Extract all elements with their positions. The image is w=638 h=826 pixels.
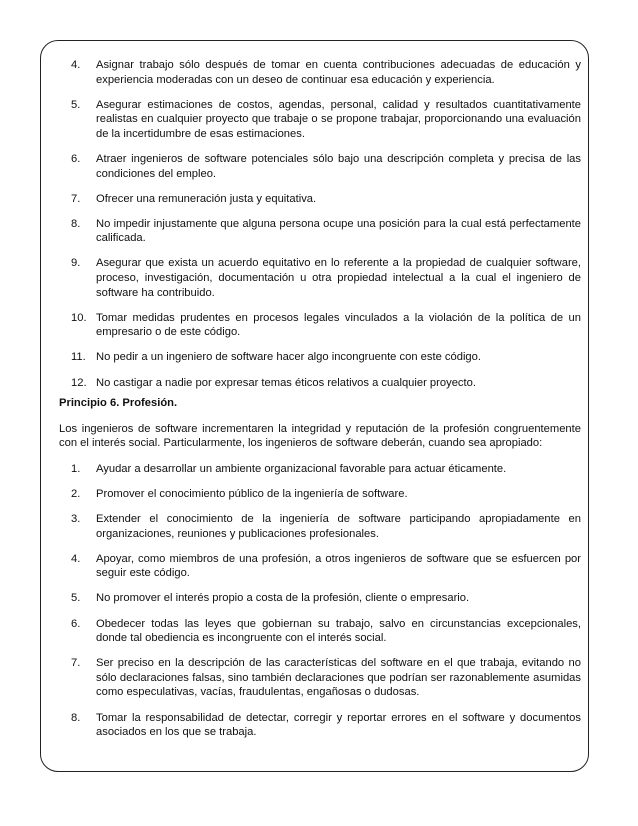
list-item bbox=[59, 217, 581, 246]
list-item-number: 3. bbox=[71, 513, 81, 526]
list-item bbox=[59, 376, 581, 391]
list-item-text: Ayudar a desarrollar un ambiente organizacional favorable para actuar éticamente. bbox=[96, 462, 507, 475]
document-body bbox=[59, 58, 581, 750]
list-item-number: 11. bbox=[71, 351, 86, 364]
list-item-number: 5. bbox=[71, 98, 81, 111]
list-item-text: Asignar trabajo sólo después de tomar en cuenta contribuciones adecuadas de educación y experiencia moderadas con un deseo de continuar esa educación y experiencia. bbox=[96, 59, 581, 86]
list-item-number: 1. bbox=[71, 462, 81, 475]
list-item bbox=[59, 350, 581, 365]
list-item-number: 6. bbox=[71, 617, 81, 630]
list-item bbox=[59, 192, 581, 207]
section-heading: Principio 6. Profesión. bbox=[59, 397, 178, 410]
list-item-number: 4. bbox=[71, 59, 81, 71]
list-item-text: Tomar la responsabilidad de detectar, corregir y reportar errores en el software y documentos asociados en los que se trabaja. bbox=[96, 711, 581, 739]
list-item-text: No castigar a nadie por expresar temas éticos relativos a cualquier proyecto. bbox=[96, 376, 476, 389]
list-item bbox=[59, 311, 581, 340]
list-item bbox=[59, 58, 581, 87]
list-item-text: Asegurar estimaciones de costos, agendas, personal, calidad y resultados cuantitativamente realistas en cualquier proyecto que trabaje o se propone trabajar, proporcionando una evaluación de la incertidumbre de esas estimaciones. bbox=[96, 98, 581, 140]
list-item-number: 4. bbox=[71, 552, 81, 565]
list-item-number: 7. bbox=[71, 192, 81, 205]
list-item-text: Obedecer todas las leyes que gobiernan su trabajo, salvo en circunstancias excepcionales, donde tal obediencia es incongruente con el interés social. bbox=[96, 617, 581, 645]
list-item-number: 6. bbox=[71, 152, 81, 165]
list-item-number: 5. bbox=[71, 592, 81, 605]
list-item-text: Ser preciso en la descripción de las características del software en el que trabaja, evitando no sólo declaraciones falsas, sino también declaraciones que podrían ser razonablemente asumidas como especulativas, vacías, fraudulentas, engañosas o dudosas. bbox=[96, 657, 581, 699]
list-item-number: 2. bbox=[71, 487, 81, 500]
list-item-number: 10. bbox=[71, 311, 87, 324]
list-item-text: Extender el conocimiento de la ingeniería de software participando apropiadamente en organizaciones, reuniones y publicaciones profesionales. bbox=[96, 513, 581, 540]
list-item bbox=[59, 487, 581, 502]
list-item bbox=[59, 98, 581, 142]
list-item-text: No pedir a un ingeniero de software hacer algo incongruente con este código. bbox=[96, 351, 481, 364]
list-item-number: 9. bbox=[71, 257, 81, 270]
list-item-number: 7. bbox=[71, 657, 81, 670]
list-item-text: Promover el conocimiento público de la ingeniería de software. bbox=[96, 487, 408, 500]
list-item-text: Atraer ingenieros de software potenciales sólo bajo una descripción completa y precisa de las condiciones del empleo. bbox=[96, 152, 581, 180]
list-item bbox=[59, 591, 581, 606]
list-item-text: No impedir injustamente que alguna persona ocupe una posición para la cual está perfectamente calificada. bbox=[96, 217, 581, 245]
list-item-text: Asegurar que exista un acuerdo equitativo en lo referente a la propiedad de cualquier software, proceso, investigación, documentación u otra propiedad intelectual a la cual el ingeniero de software ha contribuido. bbox=[96, 257, 581, 299]
list-item-number: 12. bbox=[71, 376, 87, 389]
list-item bbox=[59, 512, 581, 541]
list-item-text: Tomar medidas prudentes en procesos legales vinculados a la violación de la política de un empresario o de este código. bbox=[96, 311, 581, 339]
section-intro: Los ingenieros de software incrementaren la integridad y reputación de la profesión congruentemente con el interés social. Particularmente, los ingenieros de software deberán, cuando sea apropiado: bbox=[59, 422, 581, 450]
principle-6-list bbox=[59, 462, 581, 740]
list-item bbox=[59, 711, 581, 740]
list-item-number: 8. bbox=[71, 711, 81, 724]
list-item bbox=[59, 256, 581, 300]
list-item bbox=[59, 552, 581, 581]
list-item-text: Apoyar, como miembros de una profesión, a otros ingenieros de software que se esfuercen por seguir este código. bbox=[96, 552, 581, 580]
list-item-number: 8. bbox=[71, 217, 81, 230]
list-item bbox=[59, 462, 581, 477]
list-item bbox=[59, 617, 581, 646]
list-item-text: Ofrecer una remuneración justa y equitativa. bbox=[96, 192, 317, 205]
principle-5-list bbox=[59, 58, 581, 390]
list-item-text: No promover el interés propio a costa de la profesión, cliente o empresario. bbox=[96, 592, 470, 605]
list-item bbox=[59, 656, 581, 700]
list-item bbox=[59, 152, 581, 181]
